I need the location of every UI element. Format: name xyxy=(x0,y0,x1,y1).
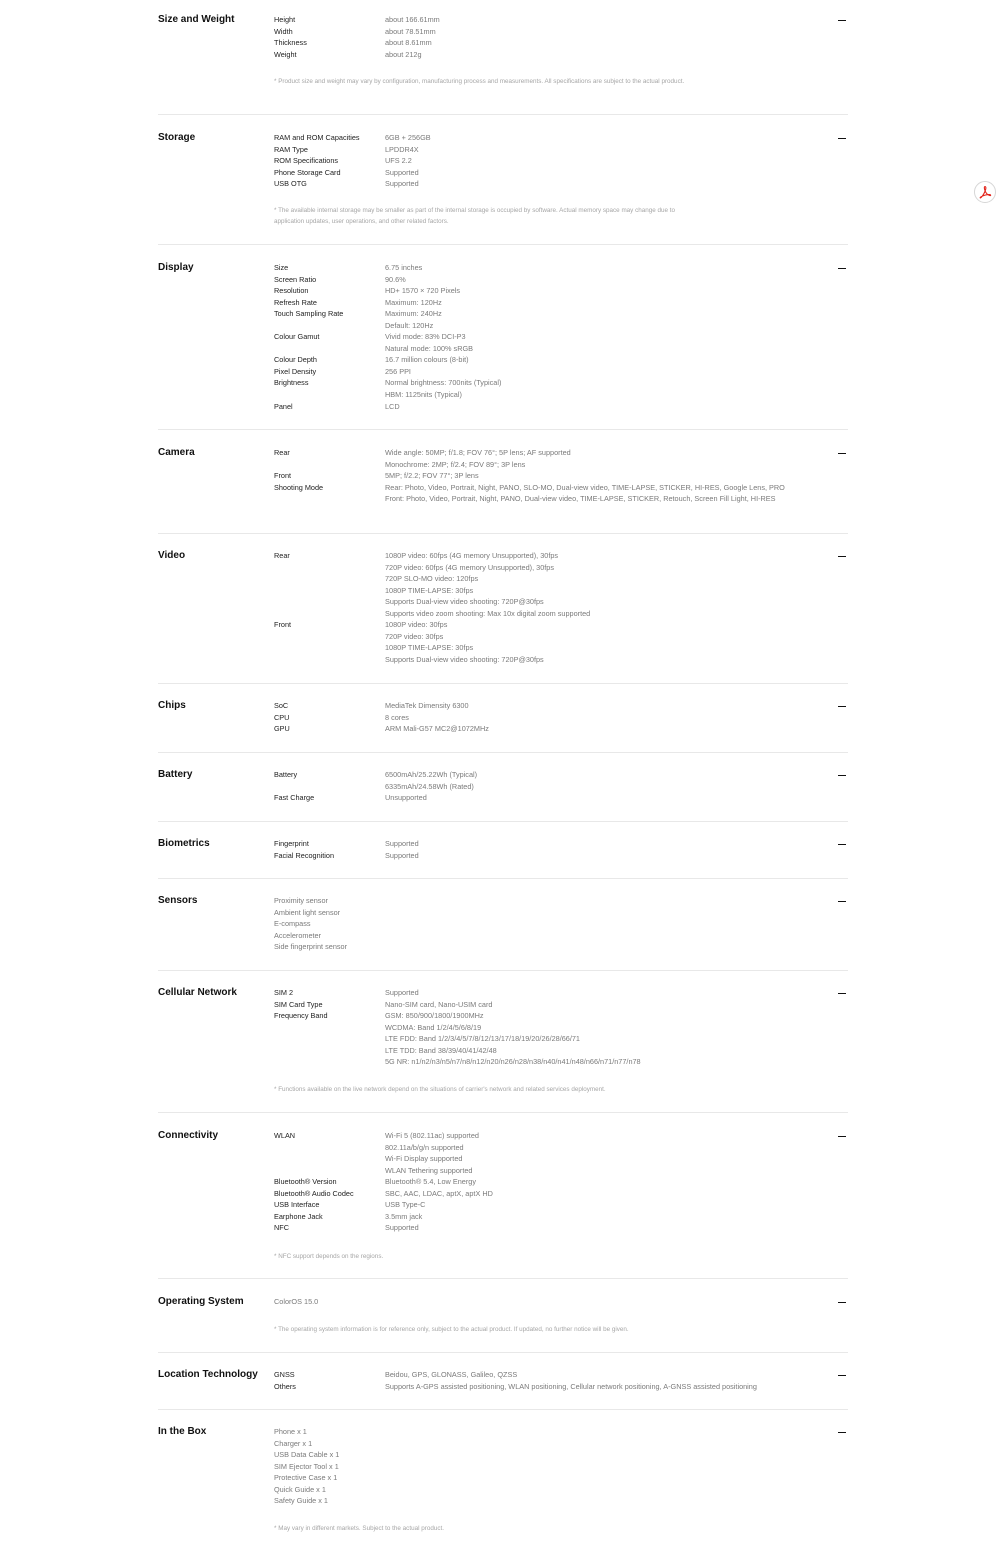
spec-plain-list xyxy=(274,895,834,953)
spec-label: ROM Specifications xyxy=(274,156,339,166)
spec-row xyxy=(274,297,834,309)
section-divider xyxy=(158,533,848,534)
spec-row xyxy=(274,850,834,862)
spec-label: Phone Storage Card xyxy=(274,167,341,177)
spec-value: Vivid mode: 83% DCI-P3 xyxy=(385,332,466,342)
spec-row xyxy=(274,274,834,286)
spec-value: LTE TDD: Band 38/39/40/41/42/48 xyxy=(385,1045,497,1055)
spec-row xyxy=(274,155,834,167)
section-divider xyxy=(158,429,848,430)
collapse-minus-icon[interactable] xyxy=(837,14,848,26)
spec-rows xyxy=(274,14,834,60)
spec-value: Supported xyxy=(385,850,419,860)
spec-row xyxy=(274,1199,834,1211)
collapse-minus-icon[interactable] xyxy=(837,1369,848,1381)
spec-value: 1080P TIME-LAPSE: 30fps xyxy=(385,585,474,595)
section-title: Display xyxy=(158,262,194,273)
spec-row xyxy=(274,792,834,804)
spec-value: 1080P video: 30fps xyxy=(385,620,448,630)
spec-row xyxy=(274,167,834,179)
spec-row xyxy=(274,401,834,413)
spec-label: Pixel Density xyxy=(274,366,317,376)
spec-label: SIM Card Type xyxy=(274,999,323,1009)
spec-value: 720P video: 30fps xyxy=(385,631,444,641)
spec-label: Weight xyxy=(274,49,297,59)
spec-label: Width xyxy=(274,26,293,36)
section-divider xyxy=(158,683,848,684)
spec-value: 1080P TIME-LAPSE: 30fps xyxy=(385,643,474,653)
spec-value: USB Type-C xyxy=(385,1200,426,1210)
spec-label: Facial Recognition xyxy=(274,850,335,860)
spec-row xyxy=(274,769,834,792)
section-title: Cellular Network xyxy=(158,987,237,998)
spec-value: Supported xyxy=(385,988,419,997)
spec-label: Rear xyxy=(274,551,290,560)
section-footnote: * The available internal storage may be smaller as part of the internal storage is occupied by software. Actual memory space may change due to application updates, user operations, and other related factors. xyxy=(274,207,675,225)
section-divider xyxy=(158,752,848,753)
spec-value: 8 cores xyxy=(385,712,409,722)
list-item: Phone x 1 xyxy=(274,1427,307,1436)
spec-label: Fingerprint xyxy=(274,839,309,848)
pdf-download-icon[interactable] xyxy=(974,181,996,203)
spec-value: 5MP; f/2.2; FOV 77°; 3P lens xyxy=(385,471,479,481)
spec-value: LCD xyxy=(385,401,400,411)
spec-row xyxy=(274,377,834,400)
spec-value: 90.6% xyxy=(385,274,406,284)
spec-label: RAM and ROM Capacities xyxy=(274,133,360,142)
spec-value: Supported xyxy=(385,1223,419,1233)
section-divider xyxy=(158,878,848,879)
spec-value: Maximum: 240Hz xyxy=(385,309,442,319)
spec-row xyxy=(274,1130,834,1176)
spec-value: UFS 2.2 xyxy=(385,156,412,166)
section-footnote: * NFC support depends on the regions. xyxy=(274,1253,384,1260)
spec-value: 6335mAh/24.58Wh (Rated) xyxy=(385,781,474,791)
spec-value: SBC, AAC, LDAC, aptX, aptX HD xyxy=(385,1188,493,1198)
spec-value: Default: 120Hz xyxy=(385,320,434,330)
section-title: Camera xyxy=(158,447,195,458)
spec-label: CPU xyxy=(274,712,290,722)
spec-rows xyxy=(274,550,834,665)
spec-row xyxy=(274,354,834,366)
spec-row xyxy=(274,470,834,482)
collapse-minus-icon[interactable] xyxy=(837,132,848,144)
section-divider xyxy=(158,1112,848,1113)
spec-label: Resolution xyxy=(274,286,309,296)
spec-value: Maximum: 120Hz xyxy=(385,297,442,307)
spec-value: Supported xyxy=(385,179,419,189)
spec-row xyxy=(274,838,834,850)
spec-row xyxy=(274,1211,834,1223)
spec-row xyxy=(274,550,834,619)
spec-label: Bluetooth® Version xyxy=(274,1177,337,1187)
spec-value: GSM: 850/900/1800/1900MHz xyxy=(385,1011,484,1021)
list-item: Side fingerprint sensor xyxy=(274,942,348,952)
spec-value: 3.5mm jack xyxy=(385,1211,423,1221)
spec-value: ARM Mali-G57 MC2@1072MHz xyxy=(385,724,489,734)
spec-label: Bluetooth® Audio Codec xyxy=(274,1188,354,1198)
spec-value: 6GB + 256GB xyxy=(385,133,431,142)
spec-value: Supports Dual-view video shooting: 720P@30fps xyxy=(385,654,544,664)
spec-row xyxy=(274,14,834,26)
spec-value: HBM: 1125nits (Typical) xyxy=(385,390,462,400)
spec-label: Screen Ratio xyxy=(274,274,317,284)
spec-value: 256 PPI xyxy=(385,366,411,376)
section-title: Location Technology xyxy=(158,1369,258,1380)
spec-label: USB OTG xyxy=(274,179,307,189)
list-item: E-compass xyxy=(274,919,311,929)
spec-value: Bluetooth® 5.4, Low Energy xyxy=(385,1177,476,1187)
spec-label: Rear xyxy=(274,448,290,457)
spec-row xyxy=(274,999,834,1011)
section-title: Battery xyxy=(158,769,193,780)
spec-value: LTE FDD: Band 1/2/3/4/5/7/8/12/13/17/18/19/20/26/28/66/71 xyxy=(385,1034,580,1044)
collapse-minus-icon[interactable] xyxy=(837,1130,848,1142)
spec-rows xyxy=(274,987,834,1068)
spec-rows xyxy=(274,1369,834,1392)
list-item: Proximity sensor xyxy=(274,896,328,905)
spec-row xyxy=(274,366,834,378)
spec-label: SoC xyxy=(274,701,289,710)
spec-value: 720P SLO-MO video: 120fps xyxy=(385,574,479,584)
spec-value: WCDMA: Band 1/2/4/5/6/8/19 xyxy=(385,1022,482,1032)
spec-row xyxy=(274,1010,834,1068)
spec-row xyxy=(274,712,834,724)
spec-value: Wi-Fi Display supported xyxy=(385,1154,463,1164)
spec-rows xyxy=(274,132,834,190)
collapse-minus-icon[interactable] xyxy=(837,262,848,274)
spec-row xyxy=(274,723,834,735)
collapse-minus-icon[interactable] xyxy=(837,838,848,850)
list-item: Quick Guide x 1 xyxy=(274,1484,326,1494)
section-title: Operating System xyxy=(158,1296,244,1307)
section-divider xyxy=(158,821,848,822)
spec-value: Monochrome: 2MP; f/2.4; FOV 89°; 3P lens xyxy=(385,459,526,469)
spec-value: about 166.61mm xyxy=(385,15,440,24)
section-title: Chips xyxy=(158,700,186,711)
spec-value: WLAN Tethering supported xyxy=(385,1165,473,1175)
section-title: Video xyxy=(158,550,186,561)
spec-value: 802.11a/b/g/n supported xyxy=(385,1142,464,1152)
spec-row xyxy=(274,26,834,38)
list-item: SIM Ejector Tool x 1 xyxy=(274,1461,339,1471)
spec-label: Front xyxy=(274,620,292,630)
section-divider xyxy=(158,114,848,115)
spec-rows xyxy=(274,700,834,735)
spec-row xyxy=(274,1188,834,1200)
spec-label: Colour Depth xyxy=(274,355,317,365)
spec-row xyxy=(274,178,834,190)
spec-label: Size xyxy=(274,263,289,272)
spec-row xyxy=(274,132,834,144)
spec-row xyxy=(274,49,834,61)
spec-label: Colour Gamut xyxy=(274,332,320,342)
section-footnote: * May vary in different markets. Subject to the actual product. xyxy=(274,1525,444,1532)
section-title: In the Box xyxy=(158,1426,207,1437)
spec-row xyxy=(274,619,834,665)
section-footnote: * Functions available on the live network depend on the situations of carrier's network and related services deployment. xyxy=(274,1086,606,1093)
section-title: Sensors xyxy=(158,895,198,906)
spec-value: LPDDR4X xyxy=(385,144,419,154)
spec-value: Natural mode: 100% sRGB xyxy=(385,343,474,353)
spec-value: Rear: Photo, Video, Portrait, Night, PANO, SLO-MO, Dual-view video, TIME-LAPSE, STICKER, HI-RES, Google Lens, PRO xyxy=(385,482,785,492)
section-divider xyxy=(158,970,848,971)
spec-value: Normal brightness: 700nits (Typical) xyxy=(385,378,502,388)
section-divider xyxy=(158,1409,848,1410)
section-title: Storage xyxy=(158,132,196,143)
spec-value: Supports Dual-view video shooting: 720P@30fps xyxy=(385,597,544,607)
spec-rows xyxy=(274,838,834,861)
spec-label: Frequency Band xyxy=(274,1011,328,1021)
section-footnote: * The operating system information is for reference only, subject to the actual product. If updated, no further notice will be given. xyxy=(274,1326,629,1333)
spec-value: Wi-Fi 5 (802.11ac) supported xyxy=(385,1131,479,1140)
spec-value: Beidou, GPS, GLONASS, Galileo, QZSS xyxy=(385,1370,518,1379)
spec-row xyxy=(274,1222,834,1234)
spec-value: 720P video: 60fps (4G memory Unsupported), 30fps xyxy=(385,562,555,572)
spec-label: Touch Sampling Rate xyxy=(274,309,344,319)
spec-value: 16.7 million colours (8-bit) xyxy=(385,355,469,365)
spec-label: SIM 2 xyxy=(274,988,294,997)
spec-row xyxy=(274,1369,834,1381)
spec-value: Supported xyxy=(385,839,419,848)
spec-value: HD+ 1570 × 720 Pixels xyxy=(385,286,461,296)
spec-label: Others xyxy=(274,1381,296,1391)
spec-value: MediaTek Dimensity 6300 xyxy=(385,701,469,710)
spec-rows xyxy=(274,1130,834,1234)
spec-plain-list xyxy=(274,1296,834,1308)
spec-row xyxy=(274,700,834,712)
spec-label: Brightness xyxy=(274,378,309,388)
spec-value: Unsupported xyxy=(385,793,427,803)
collapse-minus-icon[interactable] xyxy=(837,1296,848,1308)
spec-label: GNSS xyxy=(274,1370,295,1379)
spec-value: about 8.61mm xyxy=(385,38,432,48)
collapse-minus-icon[interactable] xyxy=(837,700,848,712)
spec-label: Refresh Rate xyxy=(274,297,317,307)
spec-label: USB Interface xyxy=(274,1200,320,1210)
spec-row xyxy=(274,1176,834,1188)
spec-rows xyxy=(274,769,834,804)
collapse-minus-icon[interactable] xyxy=(837,447,848,459)
spec-value: Supported xyxy=(385,167,419,177)
list-item: Ambient light sensor xyxy=(274,907,341,917)
spec-row xyxy=(274,482,834,505)
spec-value: Nano-SIM card, Nano-USIM card xyxy=(385,999,493,1009)
list-item: Accelerometer xyxy=(274,930,322,940)
collapse-minus-icon[interactable] xyxy=(837,1426,848,1438)
spec-value: Front: Photo, Video, Portrait, Night, PANO, Dual-view video, TIME-LAPSE, STICKER, Retouch, Screen Fill Light, HI-RES xyxy=(385,494,776,504)
spec-label: NFC xyxy=(274,1223,289,1233)
spec-row xyxy=(274,308,834,331)
spec-row xyxy=(274,331,834,354)
spec-label: Front xyxy=(274,471,292,481)
section-title: Connectivity xyxy=(158,1130,219,1141)
section-divider xyxy=(158,1352,848,1353)
pdf-glyph-icon xyxy=(978,185,992,199)
section-title: Size and Weight xyxy=(158,14,235,25)
spec-row xyxy=(274,285,834,297)
spec-value: 6500mAh/25.22Wh (Typical) xyxy=(385,770,478,779)
spec-row xyxy=(274,262,834,274)
spec-label: Shooting Mode xyxy=(274,482,324,492)
spec-value: Supports video zoom shooting: Max 10x digital zoom supported xyxy=(385,608,591,618)
spec-row xyxy=(274,144,834,156)
spec-value: about 78.51mm xyxy=(385,26,436,36)
section-title: Biometrics xyxy=(158,838,210,849)
spec-label: Thickness xyxy=(274,38,307,48)
spec-label: Battery xyxy=(274,770,298,779)
spec-row xyxy=(274,447,834,470)
collapse-minus-icon[interactable] xyxy=(837,769,848,781)
spec-value: about 212g xyxy=(385,49,422,59)
collapse-minus-icon[interactable] xyxy=(837,895,848,907)
section-divider xyxy=(158,244,848,245)
spec-rows xyxy=(274,447,834,505)
spec-value: Wide angle: 50MP; f/1.8; FOV 76°; 5P lens; AF supported xyxy=(385,448,571,457)
spec-label: Panel xyxy=(274,401,293,411)
spec-value: Supports A-GPS assisted positioning, WLAN positioning, Cellular network positioning, A-GNSS assisted positioning xyxy=(385,1381,757,1391)
collapse-minus-icon[interactable] xyxy=(837,550,848,562)
spec-label: Earphone Jack xyxy=(274,1211,323,1221)
list-item: Charger x 1 xyxy=(274,1438,313,1448)
collapse-minus-icon[interactable] xyxy=(837,987,848,999)
list-item: ColorOS 15.0 xyxy=(274,1297,319,1306)
spec-label: RAM Type xyxy=(274,144,308,154)
spec-value: 5G NR: n1/n2/n3/n5/n7/n8/n12/n20/n26/n28/n38/n40/n41/n48/n66/n71/n77/n78 xyxy=(385,1057,641,1067)
list-item: USB Data Cable x 1 xyxy=(274,1450,340,1460)
spec-rows xyxy=(274,262,834,412)
spec-plain-list xyxy=(274,1426,834,1507)
section-footnote: * Product size and weight may vary by configuration, manufacturing process and measurements. All specifications are subject to the actual product. xyxy=(274,78,685,85)
list-item: Safety Guide x 1 xyxy=(274,1496,328,1506)
spec-value: 6.75 inches xyxy=(385,263,423,272)
section-divider xyxy=(158,1278,848,1279)
spec-row xyxy=(274,987,834,999)
spec-label: GPU xyxy=(274,724,290,734)
spec-label: WLAN xyxy=(274,1131,296,1140)
spec-value: 1080P video: 60fps (4G memory Unsupported), 30fps xyxy=(385,551,559,560)
spec-row xyxy=(274,37,834,49)
spec-label: Fast Charge xyxy=(274,793,315,803)
spec-label: Height xyxy=(274,15,296,24)
list-item: Protective Case x 1 xyxy=(274,1473,338,1483)
spec-row xyxy=(274,1381,834,1393)
